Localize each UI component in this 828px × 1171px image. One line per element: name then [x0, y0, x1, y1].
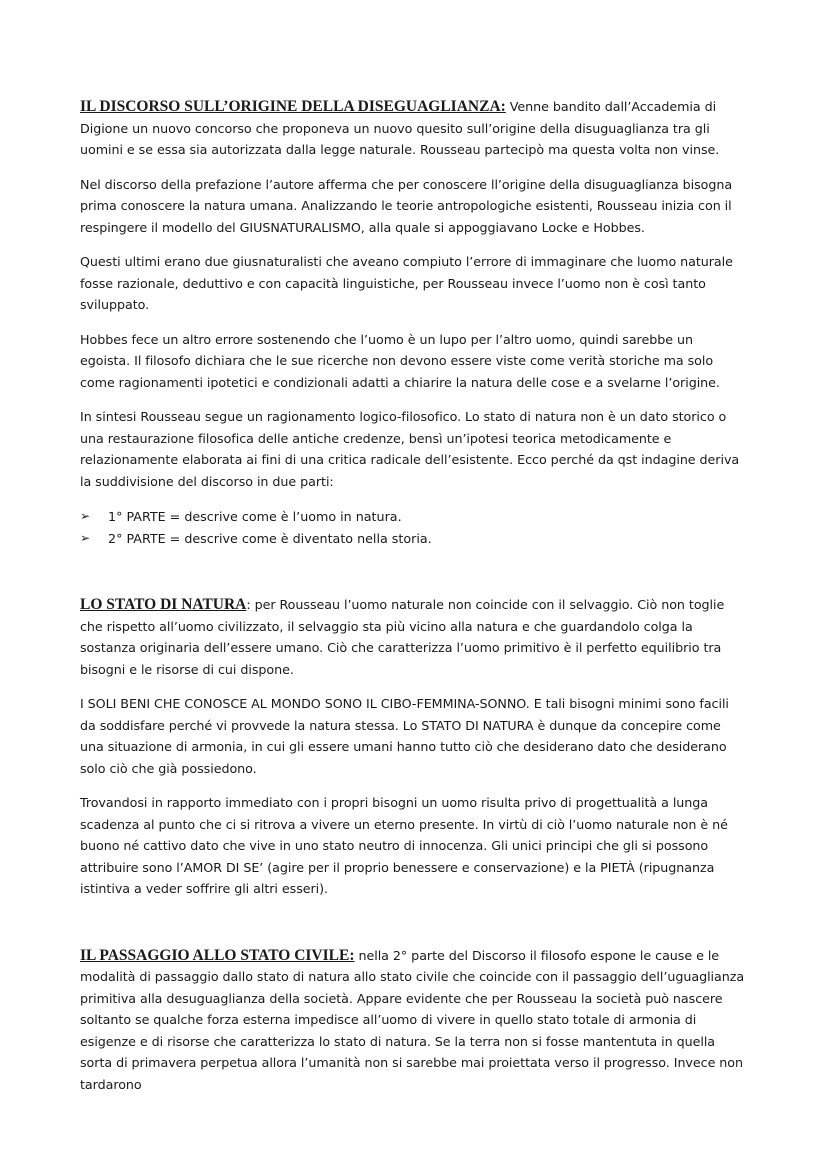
- paragraph: Trovandosi in rapporto immediato con i propri bisogni un uomo risulta privo di progettualità a lunga scadenza al punto che ci si ritrova a vivere un eterno presente. In virtù di ciò l’uomo naturale non è né buono né cattivo dato che vive in uno stato neutro di innocenza. Gli unici principi che gli si possono attribuire sono l’AMOR DI SE’ (agire per il proprio benessere e conservazione) e la PIETÀ (ripugnanza istintiva a veder soffrire gli altri esseri).: [80, 795, 728, 896]
- list-item: [80, 506, 745, 528]
- list-item: [80, 528, 745, 550]
- paragraph: [80, 945, 745, 1096]
- paragraph: In sintesi Rousseau segue un ragionamento logico-filosofico. Lo stato di natura non è un dato storico o una restaurazione filosofica delle antiche credenze, bensì un’ipotesi teorica metodicamente e relazionamente elaborata ai fini di una critica radicale dell’esistente. Ecco perché da qst indagine deriva la suddivisione del discorso in due parti:: [80, 409, 740, 489]
- list-item-text: 2° PARTE = descrive come è diventato nella storia.: [108, 530, 432, 546]
- list-item-text: 1° PARTE = descrive come è l’uomo in natura.: [108, 509, 402, 524]
- document-page: [80, 96, 745, 1095]
- paragraph: I SOLI BENI CHE CONOSCE AL MONDO SONO IL CIBO-FEMMINA-SONNO. E tali bisogni minimi sono facili da soddisfare perché vi provvede la natura stessa. Lo STATO DI NATURA è dunque da concepire come una situazione di armonia, in cui gli essere umani hanno tutto ciò che desiderano dato che desiderano solo ciò che già possiedono.: [80, 696, 729, 776]
- paragraph-text: Venne bandito dall’Accademia di Digione un nuovo concorso che proponeva un nuovo quesito sull’origine della disuguaglianza tra gli uomini e se essa sia autorizzata dalla legge naturale. Rousseau partecipò ma questa volta non vinse.: [80, 99, 720, 157]
- arrow-bullet-icon: ➢: [80, 530, 91, 545]
- paragraph: Hobbes fece un altro errore sostenendo che l’uomo è un lupo per l’altro uomo, quindi sarebbe un egoista. Il filosofo dichiara che le sue ricerche non devono essere viste come verità storiche ma solo come ragionamenti ipotetici e condizionali adatti a chiarire la natura delle cose e a svelarne l’origine.: [80, 331, 720, 390]
- paragraph-text: nella 2° parte del Discorso il filosofo espone le cause e le modalità di passaggio dallo stato di natura allo stato civile che coincide con il passaggio dell’uguaglianza primitiva alla desuguaglianza della società. Appare evidente che per Rousseau la società può nascere soltanto se qualche forza esterna impedisce all’uomo di vivere in quello stato totale di armonia di esigenze e di risorse che caratterizza lo stato di natura. Se la terra non si fosse mantentuta in quella sorta di primavera perpetua allora l’umanità non si sarebbe mai proiettata verso il progresso. Invece non tardarono: [80, 947, 745, 1092]
- arrow-bullet-icon: ➢: [80, 509, 91, 523]
- paragraph: [80, 594, 745, 680]
- paragraph: [80, 96, 745, 161]
- section-title: LO STATO DI NATURA: [80, 596, 247, 613]
- section-title: IL DISCORSO SULL’ORIGINE DELLA DISEGUAGLIANZA:: [80, 98, 506, 115]
- paragraph: Questi ultimi erano due giusnaturalisti che aveano compiuto l’errore di immaginare che luomo naturale fosse razionale, deduttivo e con capacità linguistiche, per Rousseau invece l’uomo non è così tanto sviluppato.: [80, 254, 733, 312]
- section-title: IL PASSAGGIO ALLO STATO CIVILE:: [80, 946, 355, 964]
- bullet-list: [80, 506, 745, 549]
- paragraph-text: : per Rousseau l’uomo naturale non coincide con il selvaggio. Ciò non toglie che rispetto all’uomo civilizzato, il selvaggio sta più vicino alla natura e che guardandolo colga la sostanza originaria dell’essere umano. Ciò che caratterizza l’uomo primitivo è il perfetto equilibrio tra bisogni e le risorse di cui dispone.: [80, 597, 725, 677]
- paragraph: Nel discorso della prefazione l’autore afferma che per conoscere ll’origine della disuguaglianza bisogna prima conoscere la natura umana. Analizzando le teorie antropologiche esistenti, Rousseau inizia con il respingere il modello del GIUSNATURALISMO, alla quale si appoggiavano Locke e Hobbes.: [80, 176, 733, 235]
